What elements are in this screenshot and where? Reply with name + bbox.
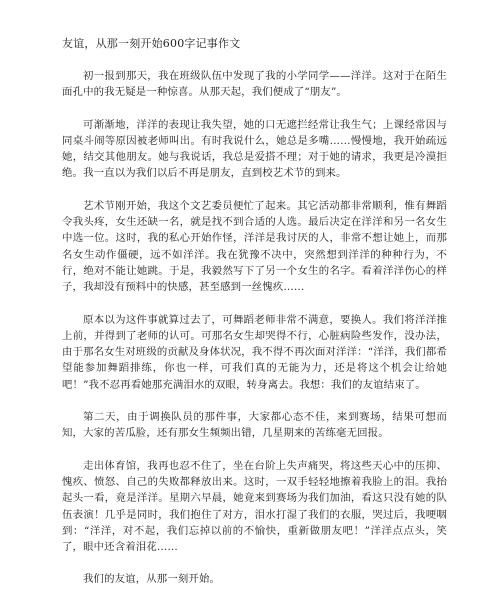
paragraph-6: 走出体育馆，我再也忍不住了，坐在台阶上失声痛哭，将这些天心中的压抑、愧疚、愤怒、自己的失败都释放出来。这时，一双手轻轻地擦着我脸上的泪。我抬起头一看，竟是洋洋。星期六早晨，她竟来到赛场为我们加油，看这只没有她的队伍表演！几乎是同时，我们抱住了对方，泪水打湿了我们的衣服，哭过后，我哽咽到：“洋洋，对不起，我们忘掉以前的不愉快，重新做朋友吧！”洋洋点点头，笑了，眼中还含着泪花……: [62, 459, 447, 554]
paragraph-3: 艺术节刚开始，我这个文艺委员便忙了起来。其它活动都非常顺利，惟有舞蹈令我头疼，女生还缺一名，就是找不到合适的人选。最后决定在洋洋和另一名女生中选一位。这时，我的私心开始作怪，洋洋是我讨厌的人，非常不想让她上，而那名女生动作僵硬，远不如洋洋。我在犹豫不决中，突然想到洋洋的种种行为，不行，绝对不能让她跳。于是，我毅然写下了另一个女生的名字。看着洋洋伤心的样子，我却没有预料中的快感，甚至感到一丝愧疚……: [62, 199, 447, 294]
article: [62, 36, 447, 604]
paragraph-7: 我们的友谊，从那一刻开始。: [83, 573, 221, 586]
paragraph-1: 初一报到那天，我在班级队伍中发现了我的小学同学——洋洋。这对于在陌生面孔中的我无疑是一种惊喜。从那天起，我们便成了“朋友”。: [62, 70, 447, 99]
paragraph-4: 原本以为这件事就算过去了，可舞蹈老师非常不满意，要换人。我们将洋洋推上前，并得到了老师的认可。可那名女生却哭得不行，心脏病险些发作，没办法，由于那名女生对班级的贡献及身体状况，我不得不再次面对洋洋：“洋洋，我们都希望能参加舞蹈排练，你也一样，可我们真的无能为力，还是将这个机会让给她吧！”我不忍再看她那充满泪水的双眼，转身离去。我想：我们的友谊结束了。: [62, 313, 447, 391]
article-title: 友谊，从那一刻开始600字记事作文: [62, 37, 241, 50]
paragraph-5: 第二天，由于调换队员的那件事，大家都心态不佳，来到赛场，结果可想而知，大家的苦瓜脸，还有那女生频频出错，几星期来的苦练毫无回报。: [62, 411, 447, 440]
paragraph-2: 可渐渐地，洋洋的表现让我失望，她的口无遮拦经常让我生气；上课经常因与同桌斗闹等原因被老师叫出。有时我说什么，她总是多嘴……慢慢地，我开始疏远她，结交其他朋友。她与我说话，我总是爱搭不理；对于她的请求，我更是冷漠拒绝。我一直以为我们以后不再是朋友，直到校艺术节的到来。: [62, 118, 447, 180]
